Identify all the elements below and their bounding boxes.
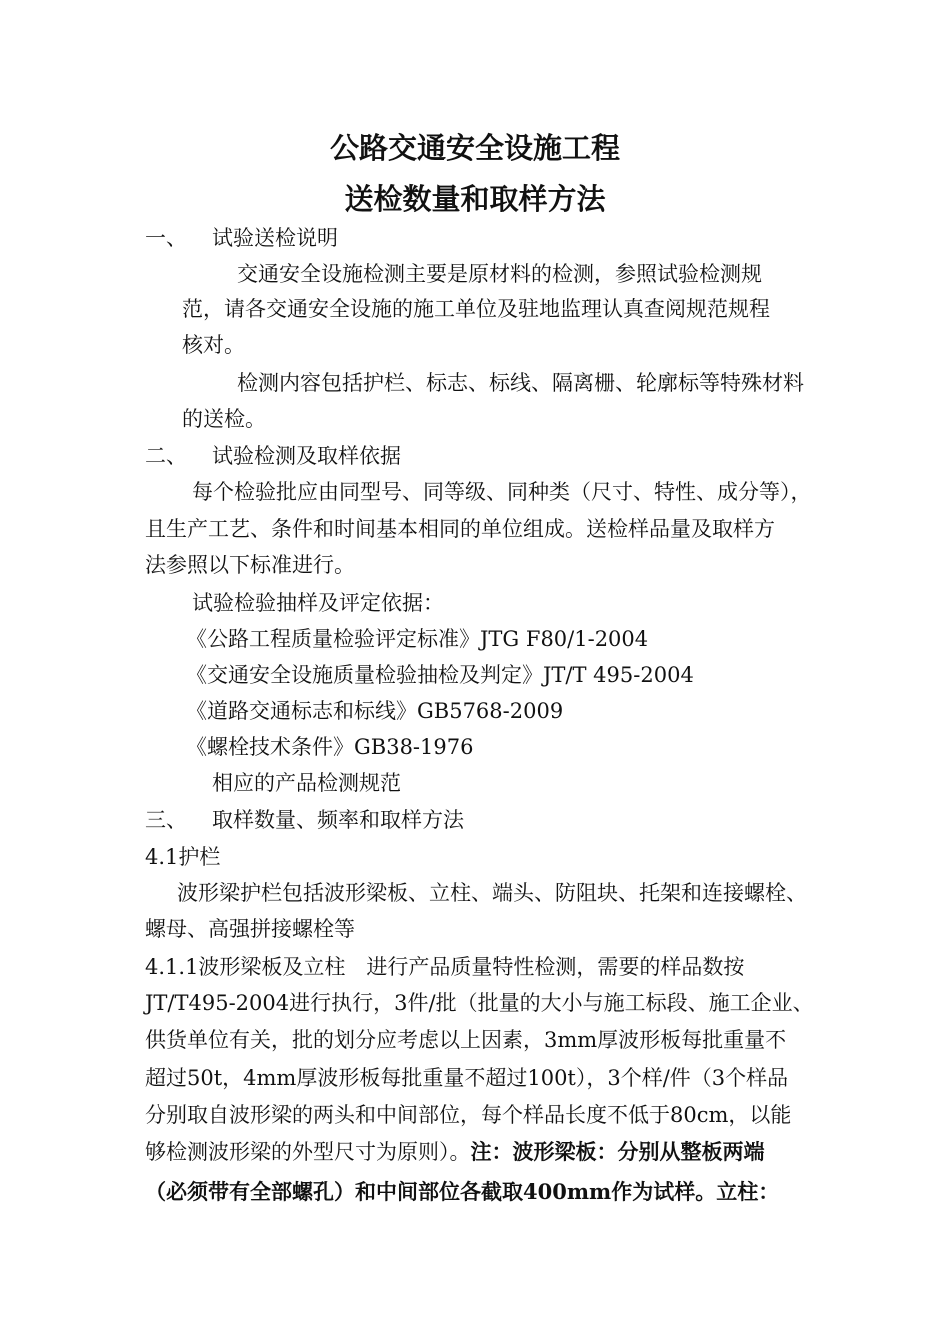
normal-text: 够检测波形梁的外型尺寸为原则）。 <box>145 1140 471 1164</box>
paragraph-line: 且生产工艺、条件和时间基本相同的单位组成。送检样品量及取样方 <box>145 517 775 541</box>
standard-item: 《道路交通标志和标线》GB5768-2009 <box>186 699 564 723</box>
paragraph-line: 超过50t，4mm厚波形板每批重量不超过100t），3个样/件（3个样品 <box>145 1066 789 1090</box>
paragraph-line: 分别取自波形梁的两头和中间部位，每个样品长度不低于80cm，以能 <box>145 1103 792 1127</box>
paragraph-line: 4.1.1波形梁板及立柱 进行产品质量特性检测，需要的样品数按 <box>145 955 745 979</box>
section-number: 一、 <box>145 226 187 250</box>
section-title: 试验检测及取样依据 <box>212 444 401 468</box>
note-bold-text: 注：波形梁板：分别从整板两端 <box>470 1139 765 1164</box>
standard-item: 《交通安全设施质量检验抽检及判定》JT/T 495-2004 <box>186 663 694 687</box>
sub-heading: 4.1护栏 <box>145 845 221 869</box>
note-bold-line: （必须带有全部螺孔）和中间部位各截取400mm作为试样。立柱： <box>145 1179 780 1204</box>
section-number: 二、 <box>145 444 187 468</box>
section-title: 取样数量、频率和取样方法 <box>212 808 464 832</box>
standard-item: 《公路工程质量检验评定标准》JTG F80/1-2004 <box>186 627 649 651</box>
document-subtitle: 送检数量和取样方法 <box>344 182 606 216</box>
paragraph-line: 螺母、高强拼接螺栓等 <box>145 917 355 941</box>
paragraph-line: 交通安全设施检测主要是原材料的检测，参照试验检测规 <box>237 262 762 286</box>
paragraph-line: 的送检。 <box>182 407 266 431</box>
paragraph-line: JT/T495-2004进行执行，3件/批（批量的大小与施工标段、施工企业、 <box>145 991 814 1015</box>
paragraph-line: 范，请各交通安全设施的施工单位及驻地监理认真查阅规范规程 <box>182 297 770 321</box>
paragraph-line: 供货单位有关，批的划分应考虑以上因素，3mm厚波形板每批重量不 <box>145 1028 787 1052</box>
document-title: 公路交通安全设施工程 <box>329 131 620 165</box>
basis-label: 试验检验抽样及评定依据： <box>192 591 444 615</box>
standard-item: 相应的产品检测规范 <box>212 771 401 795</box>
paragraph-line: 波形梁护栏包括波形梁板、立柱、端头、防阻块、托架和连接螺栓、 <box>177 881 807 905</box>
section-number: 三、 <box>145 808 187 832</box>
section-title: 试验送检说明 <box>212 226 338 250</box>
paragraph-line: 检测内容包括护栏、标志、标线、隔离栅、轮廓标等特殊材料 <box>237 371 804 395</box>
paragraph-line: 每个检验批应由同型号、同等级、同种类（尺寸、特性、成分等）， <box>192 480 812 504</box>
paragraph-line: 法参照以下标准进行。 <box>145 553 355 577</box>
standard-item: 《螺栓技术条件》GB38-1976 <box>186 735 474 759</box>
paragraph-line: 核对。 <box>182 333 245 357</box>
paragraph-line-mixed <box>145 1137 765 1167</box>
